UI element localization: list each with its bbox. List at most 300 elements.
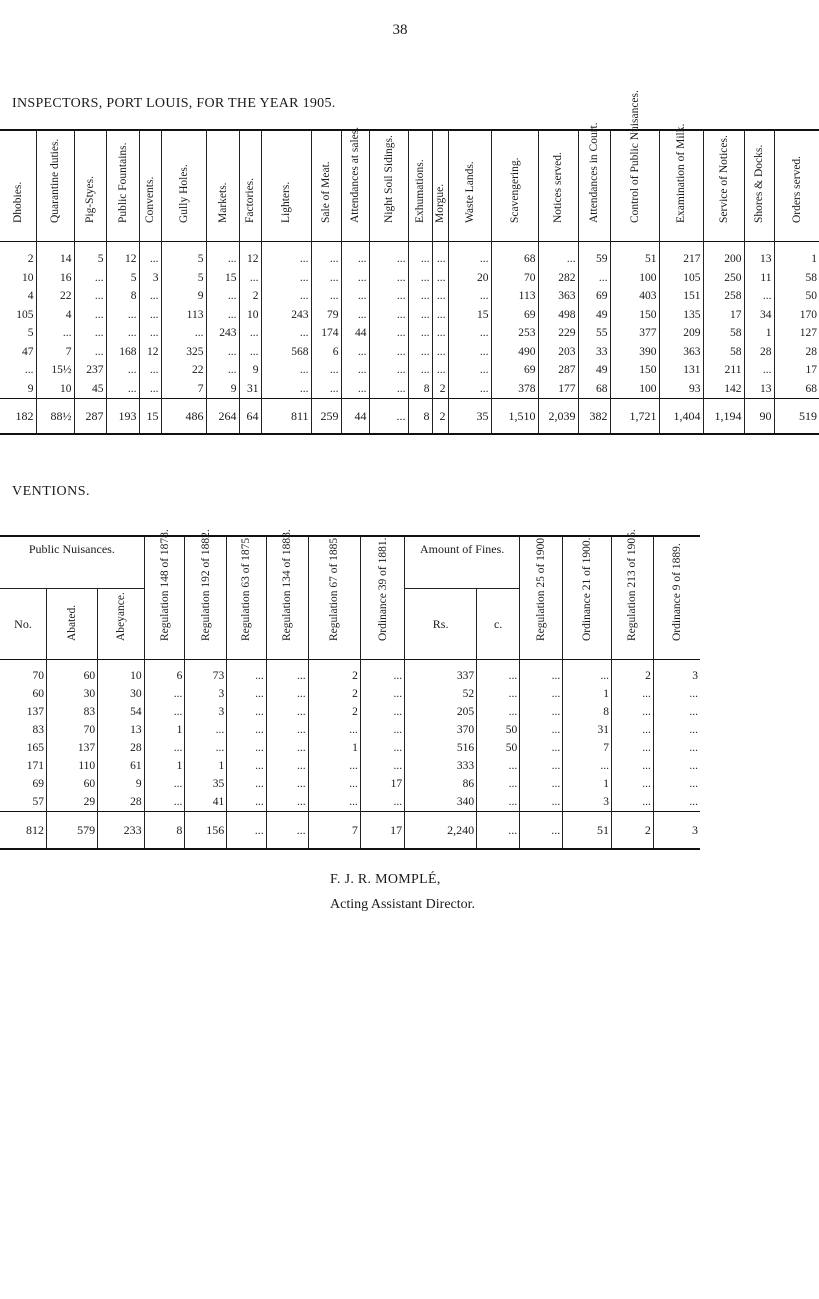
table-cell: ...	[369, 269, 408, 288]
table-cell: ...	[520, 739, 563, 757]
table-cell: 52	[405, 685, 477, 703]
table-cell: 7	[563, 739, 612, 757]
table-cell: 113	[491, 287, 538, 306]
total-cell: 44	[341, 399, 369, 435]
table-cell: ...	[311, 380, 341, 399]
table-cell: 2	[308, 703, 360, 721]
table-cell: 35	[185, 775, 227, 793]
col-reg-213-1905: Regulation 213 of 1905.	[612, 536, 654, 660]
table-cell: 203	[538, 343, 578, 362]
table-cell: 258	[703, 287, 744, 306]
table-cell: ...	[311, 269, 341, 288]
table-cell: 177	[538, 380, 578, 399]
table-cell: ...	[266, 775, 308, 793]
table-cell: 10	[36, 380, 74, 399]
table-cell: 12	[106, 242, 139, 269]
table-cell: 13	[744, 242, 774, 269]
table-cell: 49	[578, 306, 610, 325]
table-cell: 282	[538, 269, 578, 288]
table-cell: ...	[261, 361, 311, 380]
table-cell: ...	[612, 685, 654, 703]
table-cell: ...	[612, 739, 654, 757]
total-cell: 90	[744, 399, 774, 435]
col-ord-39-1881: Ordinance 39 of 1881.	[360, 536, 404, 660]
total-cell: 579	[47, 812, 98, 850]
table-cell: 137	[47, 739, 98, 757]
table-cell: 568	[261, 343, 311, 362]
table-cell: 5	[106, 269, 139, 288]
col-exhumations: Exhumations.	[408, 130, 432, 242]
table-cell: 69	[491, 361, 538, 380]
table-row	[0, 660, 700, 686]
table-cell: 8	[408, 380, 432, 399]
table-cell: ...	[341, 242, 369, 269]
col-reg-25-1900: Regulation 25 of 1900.	[520, 536, 563, 660]
table-cell: 100	[610, 269, 659, 288]
table-cell: 516	[405, 739, 477, 757]
table-cell: 1	[308, 739, 360, 757]
total-cell: 17	[360, 812, 404, 850]
table-cell: 127	[774, 324, 819, 343]
table-cell: 1	[144, 721, 185, 739]
table-cell: ...	[408, 361, 432, 380]
table-cell: ...	[744, 361, 774, 380]
table-cell: 6	[144, 660, 185, 686]
total-cell: 811	[261, 399, 311, 435]
table-cell: ...	[144, 775, 185, 793]
table-row	[0, 343, 819, 362]
table-cell: ...	[74, 287, 106, 306]
table-cell: 3	[653, 660, 700, 686]
table-cell: 1	[774, 242, 819, 269]
col-rupees: Rs.	[405, 589, 477, 660]
table-cell: ...	[139, 361, 161, 380]
table-cell: 250	[703, 269, 744, 288]
col-gully-holes: Gully Holes.	[161, 130, 206, 242]
total-cell: ...	[369, 399, 408, 435]
table-cell: ...	[432, 324, 448, 343]
table-cell: 498	[538, 306, 578, 325]
col-night-soil: Night Soil Sidings.	[369, 130, 408, 242]
col-orders-served: Orders served.	[774, 130, 819, 242]
table-cell: ...	[308, 721, 360, 739]
table-cell: ...	[144, 739, 185, 757]
table-cell: 8	[106, 287, 139, 306]
col-abeyance: Abeyance.	[98, 589, 145, 660]
table-cell: 5	[161, 242, 206, 269]
table-cell: 403	[610, 287, 659, 306]
table-cell: 7	[36, 343, 74, 362]
table-cell: ...	[520, 793, 563, 812]
table-cell: ...	[341, 361, 369, 380]
col-morgue: Morgue.	[432, 130, 448, 242]
table-cell: ...	[227, 660, 267, 686]
table-cell: 54	[98, 703, 145, 721]
table-cell: ...	[520, 685, 563, 703]
table-cell: 131	[659, 361, 703, 380]
table-cell: ...	[139, 324, 161, 343]
table-cell: 9	[161, 287, 206, 306]
total-cell: 15	[139, 399, 161, 435]
table-cell: ...	[477, 703, 520, 721]
table-cell: 68	[578, 380, 610, 399]
table-cell: 229	[538, 324, 578, 343]
table-cell: 168	[106, 343, 139, 362]
table-cell: ...	[261, 324, 311, 343]
table-cell: ...	[477, 775, 520, 793]
table-cell: ...	[139, 287, 161, 306]
table-cell: ...	[369, 343, 408, 362]
table-cell: ...	[266, 685, 308, 703]
col-no: No.	[14, 616, 32, 631]
table-cell: 73	[185, 660, 227, 686]
table-cell: 325	[161, 343, 206, 362]
table-cell: 9	[27, 382, 34, 395]
table-cell: 3	[139, 269, 161, 288]
table-cell: 68	[774, 380, 819, 399]
table-cell: ...	[227, 775, 267, 793]
table-cell: 61	[98, 757, 145, 775]
table-cell: 31	[239, 380, 261, 399]
total-cell: 64	[239, 399, 261, 435]
table-cell: ...	[266, 721, 308, 739]
amount-of-fines-header: Amount of Fines.	[405, 536, 520, 589]
table-cell: 243	[206, 324, 239, 343]
table-cell: 287	[538, 361, 578, 380]
table-cell: 17	[360, 775, 404, 793]
table-cell: 34	[744, 306, 774, 325]
table-cell: 170	[774, 306, 819, 325]
table-cell: ...	[360, 660, 404, 686]
table-cell: ...	[520, 757, 563, 775]
table-cell: 1	[185, 757, 227, 775]
total-cell: 264	[206, 399, 239, 435]
table-cell: ...	[477, 757, 520, 775]
table-cell: ...	[612, 703, 654, 721]
table-row	[0, 380, 819, 399]
table-cell: 69	[32, 778, 44, 790]
table-cell: 142	[703, 380, 744, 399]
table-cell: 2	[239, 287, 261, 306]
table-cell: ...	[477, 685, 520, 703]
table-row	[0, 703, 700, 721]
total-cell: 8	[144, 812, 185, 850]
table-cell: 165	[26, 742, 44, 754]
table-cell: ...	[520, 660, 563, 686]
table-cell: ...	[520, 721, 563, 739]
table-cell: ...	[139, 242, 161, 269]
table-cell: ...	[144, 703, 185, 721]
table-cell: 13	[744, 380, 774, 399]
table-cell: 79	[311, 306, 341, 325]
table-row	[0, 324, 819, 343]
table-cell: 370	[405, 721, 477, 739]
table-cell: 69	[578, 287, 610, 306]
table-cell: ...	[360, 793, 404, 812]
table-cell: ...	[239, 324, 261, 343]
table-cell: 363	[538, 287, 578, 306]
col-reg-192-1882: Regulation 192 of 1882.	[185, 536, 227, 660]
table-cell: 51	[610, 242, 659, 269]
total-cell: 259	[311, 399, 341, 435]
col-shores-docks: Shores & Docks.	[744, 130, 774, 242]
table-cell: 31	[563, 721, 612, 739]
table-cell: 15½	[36, 361, 74, 380]
table-cell: ...	[448, 380, 491, 399]
table-cell: 377	[610, 324, 659, 343]
total-cell: ...	[266, 812, 308, 850]
table-cell: 211	[703, 361, 744, 380]
table-row	[0, 721, 700, 739]
table-cell: ...	[106, 361, 139, 380]
table-cell: ...	[266, 739, 308, 757]
table-cell: 58	[703, 324, 744, 343]
table-cell: ...	[308, 775, 360, 793]
total-cell: 486	[161, 399, 206, 435]
table-cell: 340	[405, 793, 477, 812]
table-cell: 363	[659, 343, 703, 362]
table-cell: ...	[266, 703, 308, 721]
table-cell: ...	[227, 721, 267, 739]
table-cell: 15	[206, 269, 239, 288]
col-attendances-court: Attendances in Court.	[578, 130, 610, 242]
total-cell: 8	[408, 399, 432, 435]
table-cell: ...	[341, 306, 369, 325]
col-pig-styes: Pig-Styes.	[74, 130, 106, 242]
table-cell: 5	[74, 242, 106, 269]
table-row	[0, 793, 700, 812]
table-cell: 60	[47, 660, 98, 686]
table-cell: ...	[227, 793, 267, 812]
table-cell: 2	[27, 253, 34, 266]
table-cell: 253	[491, 324, 538, 343]
table-cell: ...	[74, 343, 106, 362]
page-number: 38	[392, 22, 408, 38]
total-cell: 1,194	[703, 399, 744, 435]
col-reg-148-1878: Regulation 148 of 1878.	[144, 536, 185, 660]
total-cell: ...	[520, 812, 563, 850]
table-cell: 49	[578, 361, 610, 380]
table-cell: 70	[32, 670, 44, 682]
table-cell: ...	[36, 324, 74, 343]
table-cell: 60	[32, 688, 44, 700]
col-reg-67-1885: Regulation 67 of 1885.	[308, 536, 360, 660]
table-cell: ...	[266, 660, 308, 686]
table-cell: ...	[341, 269, 369, 288]
table-cell: ...	[477, 793, 520, 812]
table-cell: 29	[47, 793, 98, 812]
total-cell: 2,039	[538, 399, 578, 435]
table-cell: 28	[744, 343, 774, 362]
table-cell: 135	[659, 306, 703, 325]
col-lighters: Lighters.	[261, 130, 311, 242]
table-cell: 17	[774, 361, 819, 380]
table-cell: 490	[491, 343, 538, 362]
table-cell: 33	[578, 343, 610, 362]
table-cell: ...	[106, 380, 139, 399]
table-cell: 14	[36, 242, 74, 269]
table-cell: 4	[27, 290, 34, 303]
table-cell: ...	[448, 361, 491, 380]
table-cell: ...	[341, 287, 369, 306]
table-cell: ...	[360, 685, 404, 703]
table-cell: 93	[659, 380, 703, 399]
table-cell: 1	[563, 685, 612, 703]
total-cell: 519	[774, 399, 819, 435]
col-dhobies: Dhobies.	[11, 181, 24, 223]
total-cell: 812	[26, 822, 44, 837]
table-cell: ...	[369, 361, 408, 380]
table-cell: ...	[369, 324, 408, 343]
table-cell: ...	[360, 739, 404, 757]
total-cell: 2,240	[405, 812, 477, 850]
table-cell: ...	[341, 380, 369, 399]
table-cell: ...	[408, 242, 432, 269]
table-cell: ...	[106, 306, 139, 325]
col-control-nuisances: Control of Public Nuisances.	[610, 130, 659, 242]
table-cell: ...	[448, 287, 491, 306]
table-row	[0, 775, 700, 793]
table-cell: ...	[311, 361, 341, 380]
table-cell: 3	[563, 793, 612, 812]
table-cell: 174	[311, 324, 341, 343]
table-cell: ...	[311, 242, 341, 269]
table-cell: ...	[139, 306, 161, 325]
table-cell: ...	[206, 343, 239, 362]
total-cell: 88½	[36, 399, 74, 435]
table-cell: 55	[578, 324, 610, 343]
table-cell: ...	[612, 721, 654, 739]
table-cell: ...	[432, 306, 448, 325]
table-cell: 150	[610, 361, 659, 380]
table-cell: 1	[744, 324, 774, 343]
table-cell: 28	[98, 793, 145, 812]
col-ord-9-1889: Ordinance 9 of 1889.	[653, 536, 700, 660]
table-cell: 20	[448, 269, 491, 288]
table-cell: 30	[47, 685, 98, 703]
table-cell: 69	[491, 306, 538, 325]
col-ord-21-1900: Ordinance 21 of 1900.	[563, 536, 612, 660]
table-cell: 9	[98, 775, 145, 793]
table-cell: ...	[161, 324, 206, 343]
table-cell: 68	[491, 242, 538, 269]
col-scavengering: Scavengering.	[491, 130, 538, 242]
totals-row	[0, 812, 700, 850]
table-row	[0, 361, 819, 380]
table-cell: 333	[405, 757, 477, 775]
table-cell: 57	[32, 796, 44, 808]
table-cell: 5	[27, 327, 34, 340]
table-cell: ...	[578, 269, 610, 288]
table-cell: 70	[47, 721, 98, 739]
table-cell: 12	[139, 343, 161, 362]
table-cell: ...	[206, 361, 239, 380]
table-cell: ...	[448, 343, 491, 362]
table-cell: ...	[227, 703, 267, 721]
table-cell: ...	[612, 757, 654, 775]
table-row	[0, 685, 700, 703]
table-cell: ...	[520, 775, 563, 793]
page-title: INSPECTORS, PORT LOUIS, FOR THE YEAR 1905.	[12, 96, 336, 111]
table-cell: ...	[744, 287, 774, 306]
table-cell: 50	[477, 739, 520, 757]
table-row	[0, 287, 819, 306]
table-cell: ...	[408, 287, 432, 306]
total-cell: 1,721	[610, 399, 659, 435]
table-cell: 47	[22, 345, 34, 358]
total-cell: 1,510	[491, 399, 538, 435]
table-cell: 105	[16, 308, 34, 321]
table-cell: 10	[98, 660, 145, 686]
total-cell: 182	[15, 408, 34, 423]
col-reg-63-1875: Regulation 63 of 1875.	[227, 536, 267, 660]
table-cell: 86	[405, 775, 477, 793]
table-cell: 1	[144, 757, 185, 775]
table-cell: 70	[491, 269, 538, 288]
table-cell: 58	[703, 343, 744, 362]
table-cell: 390	[610, 343, 659, 362]
table-cell: 209	[659, 324, 703, 343]
col-abated: Abated.	[47, 589, 98, 660]
table-cell: ...	[653, 739, 700, 757]
table-cell: 7	[161, 380, 206, 399]
table-cell: ...	[369, 306, 408, 325]
table-cell: 171	[26, 760, 44, 772]
total-cell: 3	[653, 812, 700, 850]
totals-row	[0, 399, 819, 435]
table-cell: ...	[24, 364, 34, 377]
col-attendances-sales: Attendances at sales.	[341, 130, 369, 242]
table-cell: ...	[227, 757, 267, 775]
table-cell: ...	[227, 739, 267, 757]
table-cell: ...	[106, 324, 139, 343]
total-cell: 35	[448, 399, 491, 435]
table-cell: 6	[311, 343, 341, 362]
table-cell: ...	[563, 757, 612, 775]
total-cell: 287	[74, 399, 106, 435]
table-cell: 2	[308, 660, 360, 686]
table-cell: 15	[448, 306, 491, 325]
table-cell: 16	[36, 269, 74, 288]
table-cell: 378	[491, 380, 538, 399]
table-cell: ...	[311, 287, 341, 306]
table-cell: ...	[408, 324, 432, 343]
table-cell: 8	[563, 703, 612, 721]
table-cell: 11	[744, 269, 774, 288]
table-cell: ...	[360, 703, 404, 721]
table-cell: ...	[239, 269, 261, 288]
table-cell: ...	[185, 739, 227, 757]
table-cell: 151	[659, 287, 703, 306]
table-cell: ...	[144, 793, 185, 812]
table-cell: ...	[432, 361, 448, 380]
table-cell: 4	[36, 306, 74, 325]
col-quarantine: Quarantine duties.	[36, 130, 74, 242]
table-cell: 110	[47, 757, 98, 775]
table-cell: 12	[239, 242, 261, 269]
table-cell: ...	[432, 287, 448, 306]
table-cell: ...	[308, 757, 360, 775]
table-cell: 113	[161, 306, 206, 325]
table-cell: 105	[659, 269, 703, 288]
table-cell: ...	[432, 269, 448, 288]
table-cell: ...	[448, 324, 491, 343]
table-cell: 205	[405, 703, 477, 721]
table-cell: ...	[653, 775, 700, 793]
table-cell: ...	[185, 721, 227, 739]
table-cell: 100	[610, 380, 659, 399]
table-cell: 150	[610, 306, 659, 325]
